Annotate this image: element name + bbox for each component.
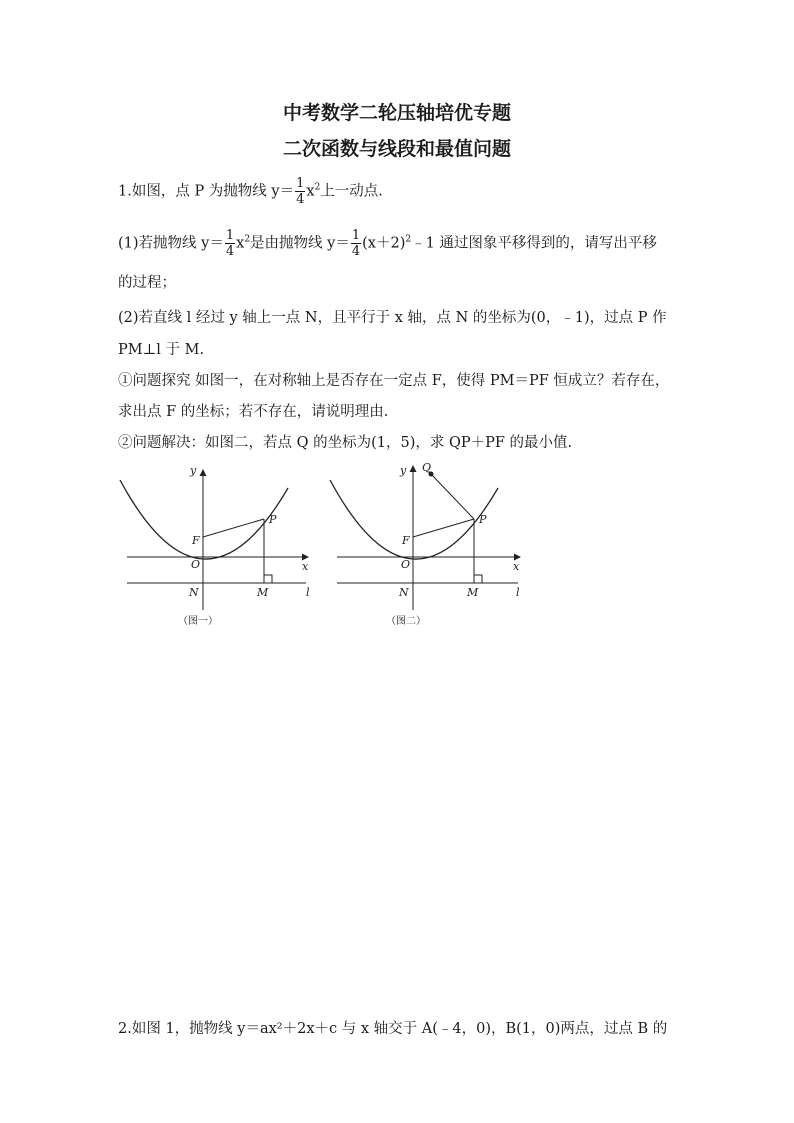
q1-p1-text-d: (x＋2) <box>362 235 406 252</box>
label-n: N <box>189 586 199 599</box>
document-subtitle: 二次函数与线段和最值问题 <box>282 138 511 160</box>
label-f: F <box>192 534 200 547</box>
segment-qp <box>431 474 474 519</box>
label-y: y <box>190 464 197 477</box>
question-1-subpart-1-line-1: ①问题探究 如图一，在对称轴上是否存在一定点 F，使得 PM＝PF 恒成立？若存在， <box>118 373 670 389</box>
exponent: 2 <box>314 182 321 193</box>
fraction-numerator: 1 <box>351 228 361 243</box>
q1-p1-var-x: x <box>236 235 245 252</box>
q1-intro-tail: 上一动点. <box>320 183 383 200</box>
question-1-part-2-line-2: PM⊥l 于 M. <box>118 342 205 358</box>
label-l: l <box>306 586 310 599</box>
q1-p1-text-c: 是由抛物线 y＝ <box>250 235 350 252</box>
label-q: Q <box>422 462 432 474</box>
fraction-one-quarter <box>225 228 235 259</box>
label-n: N <box>399 586 409 599</box>
label-l: l <box>516 586 520 599</box>
exponent: 2 <box>405 234 412 245</box>
question-1-subpart-1-line-2: 求出点 F 的坐标；若不存在，请说明理由. <box>118 404 389 420</box>
fraction-one-quarter <box>295 176 305 207</box>
label-y: y <box>400 464 407 477</box>
label-m: M <box>257 586 269 599</box>
fraction-numerator: 1 <box>296 176 305 191</box>
label-o: O <box>191 558 201 571</box>
question-1-subpart-2: ②问题解决：如图二，若点 Q 的坐标为(1，5)，求 QP＋PF 的最小值. <box>118 435 573 451</box>
question-1-part-1 <box>118 228 657 259</box>
fraction-one-quarter <box>351 228 361 259</box>
question-1-part-1-cont: 的过程； <box>118 275 176 291</box>
label-x: x <box>302 560 309 573</box>
question-1-intro <box>118 176 383 207</box>
fraction-denominator: 4 <box>225 244 235 259</box>
figure-1-caption: （图一） <box>178 616 218 627</box>
figure-2-caption: （图二） <box>386 616 426 627</box>
label-p: P <box>269 513 277 526</box>
right-angle-mark <box>474 575 482 583</box>
label-f: F <box>402 534 410 547</box>
fraction-denominator: 4 <box>296 192 305 207</box>
q1-variable-x: x <box>306 183 315 200</box>
label-m: M <box>467 586 479 599</box>
label-o: O <box>401 558 411 571</box>
fraction-numerator: 1 <box>225 228 235 243</box>
question-2-line-1: 2.如图 1，抛物线 y＝ax²＋2x＋c 与 x 轴交于 A(﹣4，0)，B(1，0)两点，过点 B 的 <box>118 1021 668 1037</box>
question-1-part-2-line-1: (2)若直线 l 经过 y 轴上一点 N，且平行于 x 轴，点 N 的坐标为(0，﹣1)，过点 P 作 <box>118 310 667 326</box>
document-title: 中考数学二轮压轴培优专题 <box>282 102 511 124</box>
exponent: 2 <box>244 234 251 245</box>
figure-1 <box>112 462 317 634</box>
q1-intro-text: 1.如图，点 P 为抛物线 y＝ <box>118 183 295 200</box>
fraction-denominator: 4 <box>351 244 361 259</box>
q1-p1-text-e: ﹣1 通过图象平移得到的，请写出平移 <box>411 235 657 252</box>
q1-p1-text-a: (1)若抛物线 y＝ <box>118 235 224 252</box>
figure-2 <box>322 462 527 634</box>
label-x: x <box>513 560 520 573</box>
right-angle-mark <box>264 575 272 583</box>
label-p: P <box>479 513 487 526</box>
